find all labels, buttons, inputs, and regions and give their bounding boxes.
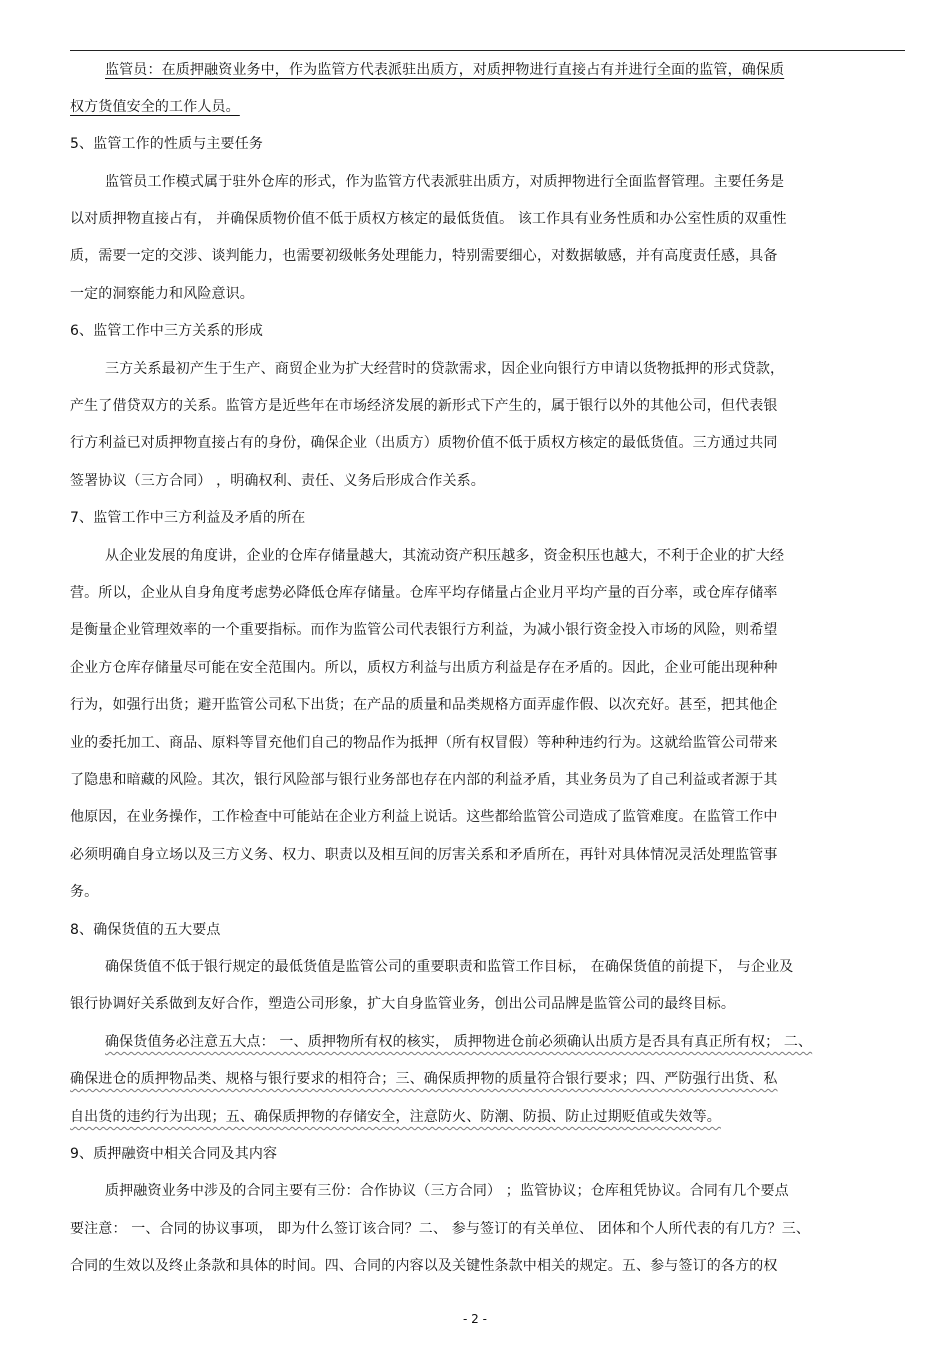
text-line: 务。: [70, 884, 99, 900]
text-line: 他原因，在业务操作，工作检查中可能站在企业方利益上说话。这些都给监管公司造成了监管难度。在监管工作中: [70, 809, 778, 825]
header-rule: [70, 50, 905, 51]
highlighted-line: 自出货的违约行为出现；五、确保质押物的存储安全，注意防火、防潮、防损、防止过期贬值或失效等。: [70, 1109, 721, 1125]
text-line: 产生了借贷双方的关系。监管方是近些年在市场经济发展的新形式下产生的，属于银行以外的其他公司，但代表银: [70, 398, 778, 414]
text-line: 以对质押物直接占有， 并确保质物价值不低于质权方核定的最低货值。 该工作具有业务性质和办公室性质的双重性: [70, 211, 787, 227]
text-line: 要注意： 一、合同的协议事项， 即为什么签订该合同？二、 参与签订的有关单位、 团体和个人所代表的有几方？三、: [70, 1221, 811, 1237]
text-line: 行方利益已对质押物直接占有的身份，确保企业（出质方）质物价值不低于质权方核定的最低货值。三方通过共同: [70, 435, 778, 451]
text-line: 业的委托加工、商品、原料等冒充他们自己的物品作为抵押（所有权冒假）等种种违约行为。这就给监管公司带来: [70, 735, 778, 751]
section-heading-8: 8、确保货值的五大要点: [70, 922, 221, 938]
section-heading-7: 7、监管工作中三方利益及矛盾的所在: [70, 510, 306, 526]
text-line: 监管员工作模式属于驻外仓库的形式，作为监管方代表派驻出质方，对质押物进行全面监督管理。主要任务是: [105, 174, 785, 190]
highlighted-line: 确保进仓的质押物品类、规格与银行要求的相符合；三、确保质押物的质量符合银行要求；四、严防强行出货、私: [70, 1071, 778, 1087]
text-line: 了隐患和暗藏的风险。其次，银行风险部与银行业务部也存在内部的利益矛盾，其业务员为了自己利益或者源于其: [70, 772, 778, 788]
text-line: 权方货值安全的工作人员。: [70, 99, 240, 115]
text-line: 签署协议（三方合同） ，明确权利、责任、义务后形成合作关系。: [70, 473, 485, 489]
text-line: 质，需要一定的交涉、谈判能力，也需要初级帐务处理能力，特别需要细心，对数据敏感，并有高度责任感，具备: [70, 248, 778, 264]
text-line: 确保货值不低于银行规定的最低货值是监管公司的重要职责和监管工作目标， 在确保货值的前提下， 与企业及: [105, 959, 794, 975]
highlighted-line: 确保货值务必注意五大点： 一、质押物所有权的核实， 质押物进仓前必须确认出质方是否具有真正所有权； 二、: [105, 1034, 813, 1050]
text-line: 三方关系最初产生于生产、商贸企业为扩大经营时的贷款需求，因企业向银行方申请以货物抵押的形式贷款，: [105, 361, 785, 377]
text-line: 银行协调好关系做到友好合作，塑造公司形象，扩大自身监管业务，创出公司品牌是监管公司的最终目标。: [70, 996, 736, 1012]
text-line: 行为，如强行出货；避开监管公司私下出货；在产品的质量和品类规格方面弄虚作假、以次充好。甚至，把其他企: [70, 697, 778, 713]
text-line: 从企业发展的角度讲，企业的仓库存储量越大，其流动资产积压越多，资金积压也越大，不利于企业的扩大经: [105, 548, 785, 564]
text-line: 监管员：在质押融资业务中，作为监管方代表派驻出质方，对质押物进行直接占有并进行全面的监管，确保质: [105, 62, 785, 78]
text-line: 质押融资业务中涉及的合同主要有三份：合作协议（三方合同） ；监管协议；仓库租凭协议。合同有几个要点: [105, 1183, 789, 1199]
section-heading-6: 6、监管工作中三方关系的形成: [70, 323, 264, 339]
text-line: 一定的洞察能力和风险意识。: [70, 286, 254, 302]
text-line: 合同的生效以及终止条款和具体的时间。四、合同的内容以及关键性条款中相关的规定。五、参与签订的各方的权: [70, 1258, 778, 1274]
section-heading-5: 5、监管工作的性质与主要任务: [70, 136, 264, 152]
page-number: - 2 -: [463, 1312, 487, 1326]
text-line: 必须明确自身立场以及三方义务、权力、职责以及相互间的厉害关系和矛盾所在，再针对具体情况灵活处理监管事: [70, 847, 778, 863]
section-heading-9: 9、质押融资中相关合同及其内容: [70, 1146, 278, 1162]
text-line: 企业方仓库存储量尽可能在安全范围内。所以，质权方利益与出质方利益是存在矛盾的。因此，企业可能出现种种: [70, 660, 778, 676]
text-line: 是衡量企业管理效率的一个重要指标。而作为监管公司代表银行方利益，为减小银行资金投入市场的风险，则希望: [70, 622, 778, 638]
text-line: 营。所以，企业从自身角度考虑势必降低仓库存储量。仓库平均存储量占企业月平均产量的百分率，或仓库存储率: [70, 585, 778, 601]
